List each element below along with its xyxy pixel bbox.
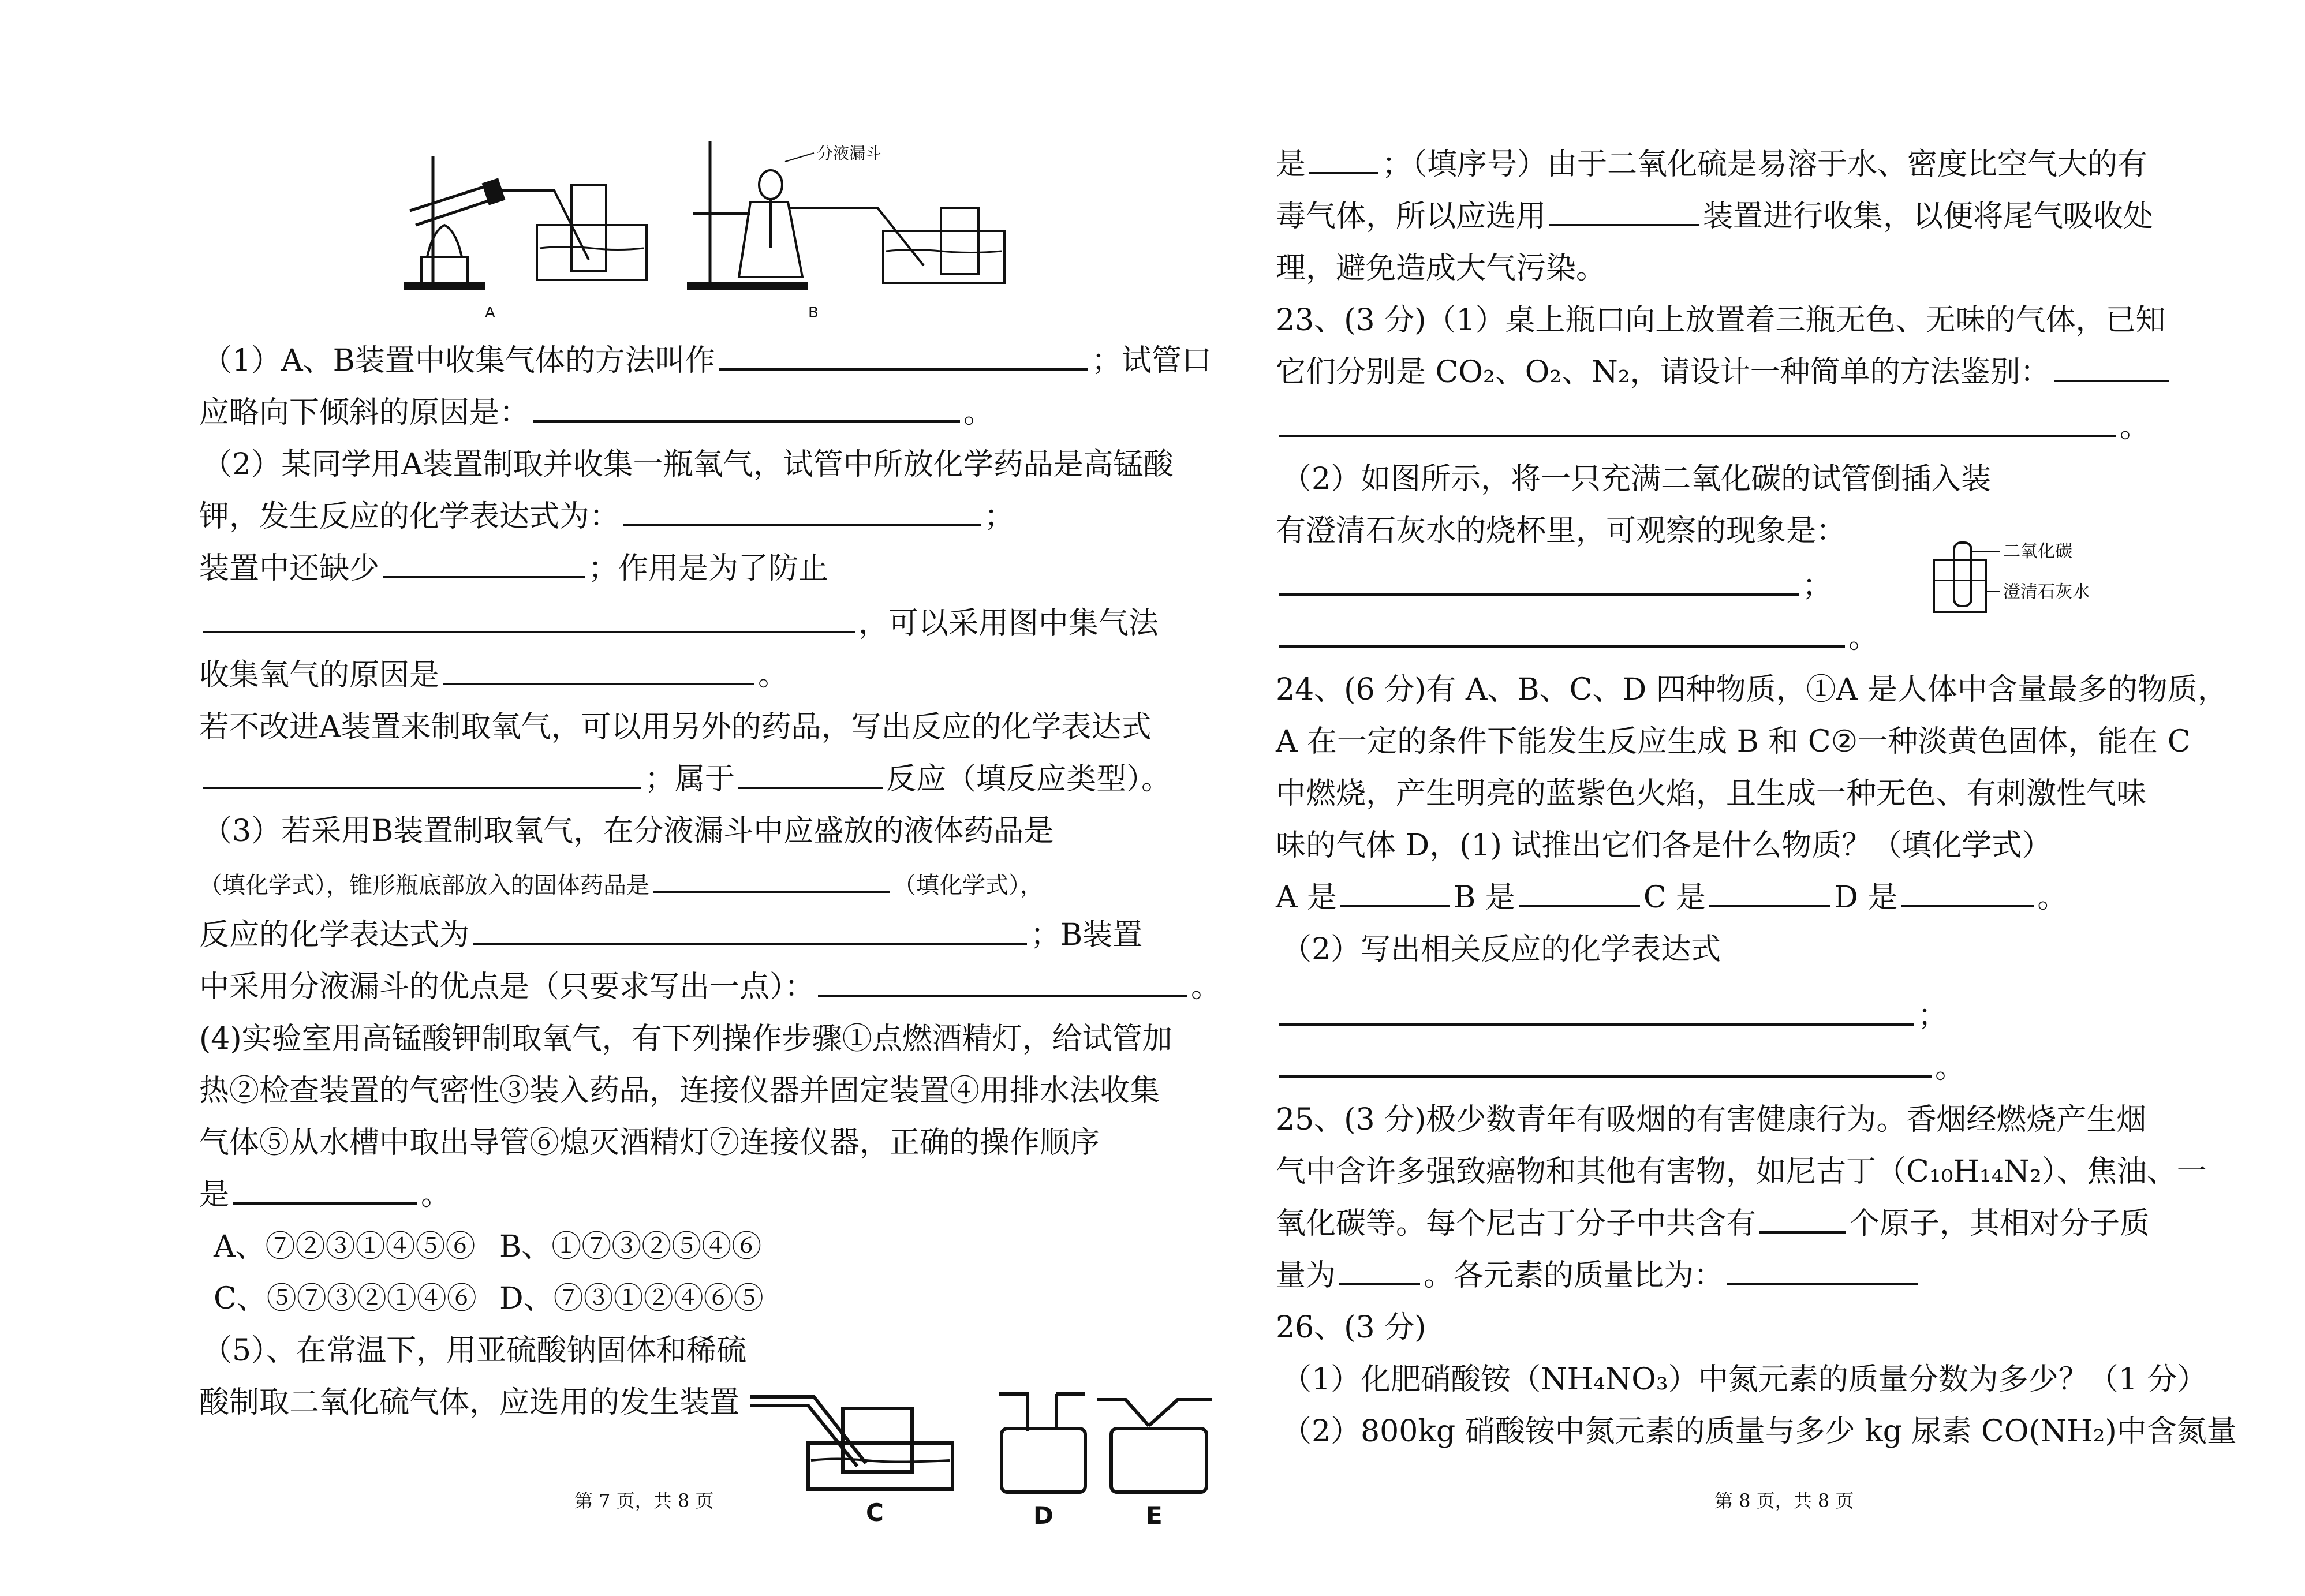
q2-line6: 若不改进A装置来制取氧气，可以用另外的药品，写出反应的化学表达式 [199,710,1152,745]
q4-line2: 热②检查装置的气密性③装入药品，连接仪器并固定装置④用排水法收集 [199,1074,1160,1108]
q3-line3: 反应的化学表达式为 ；B装置 [199,915,1142,955]
q24-blank-b[interactable] [1519,879,1640,907]
q26-line3: （2）800kg 硝酸铵中氮元素的质量与多少 kg 尿素 CO(NH₂)中含氮量 [1282,1414,2237,1449]
q25-line2: 气中含许多强致癌物和其他有害物，如尼古丁（C₁₀H₁₄N₂）、焦油、一 [1276,1154,2207,1189]
q24-blank-d[interactable] [1901,879,2034,907]
q24-line2: A 在一定的条件下能发生反应生成 B 和 C②一种淡黄色固体，能在 C [1276,724,2191,759]
funnel-label: 分液漏斗 [817,144,882,163]
label-b: B [808,304,819,322]
q2-blank-missing[interactable] [383,550,585,578]
q24-blank-c[interactable] [1709,879,1830,907]
limewater-label: 澄清石灰水 [2003,582,2090,602]
q5-cont-line3: 理，避免造成大气污染。 [1276,251,1607,286]
q3-line2: （填化学式），锥形瓶底部放入的固体药品是 （填化学式）， [199,863,1043,906]
q3-line1: （3）若采用B装置制取氧气，在分液漏斗中应盛放的液体药品是 [202,814,1054,849]
q25-line1: 25、(3 分)极少数青年有吸烟的有害健康行为。香烟经燃烧产生烟 [1276,1102,2147,1137]
q5-cont-line2: 毒气体，所以应选用 装置进行收集，以便将尾气吸收处 [1276,196,2153,237]
q3-blank-solid[interactable] [653,864,890,893]
q24-blank-equation-b[interactable] [1279,1049,1932,1078]
q4-blank-order[interactable] [233,1176,417,1205]
q2-blank-collect-reason[interactable] [443,656,754,685]
q25-line3: 氧化碳等。每个尼古丁分子中共含有 个原子，其相对分子质 [1276,1203,2150,1244]
label-c: C [866,1498,884,1527]
q23-line7: 。 [1276,618,1878,658]
apparatus-b-figure [670,133,1051,329]
q4-option-c[interactable]: C、⑤⑦③②①④⑥ [214,1281,477,1316]
q1-line1: （1）A、B装置中收集气体的方法叫作 ；试管口 [202,341,1212,381]
right-page-footer: 第 8 页，共 8 页 [1714,1490,1854,1512]
q3-blank-advantage[interactable] [818,968,1187,997]
q24-line6: （2）写出相关反应的化学表达式 [1282,932,1721,967]
q2-blank-prevent[interactable] [203,604,855,633]
q3-blank-equation[interactable] [473,916,1027,945]
apparatus-d-figure [981,1385,1108,1530]
q23-line6: ； [1276,566,1832,606]
q23-blank-method-b[interactable] [1279,408,2116,437]
q5-cont-line1: 是 ；（填序号）由于二氧化硫是易溶于水、密度比空气大的有 [1276,144,2147,185]
q5-line1: （5）、在常温下，用亚硫酸钠固体和稀硫 [202,1333,747,1368]
q5-blank-generator[interactable] [1309,145,1378,174]
co2-beaker-figure [1928,537,2170,618]
q24-blank-equation-a[interactable] [1279,997,1914,1026]
q26-line1: 26、(3 分) [1276,1310,1426,1345]
q1-blank-method[interactable] [719,342,1088,371]
q24-line5: A 是 B 是 C 是 D 是 。 [1276,877,2067,918]
q23-blank-observation-b[interactable] [1279,619,1845,648]
q5-blank-collector[interactable] [1549,197,1699,226]
q23-line1: 23、(3 分)（1）桌上瓶口向上放置着三瓶无色、无味的气体，已知 [1276,303,2166,338]
q1-line2: 应略向下倾斜的原因是： 。 [199,393,993,433]
q23-blank-observation-a[interactable] [1279,567,1799,596]
q4-line1: (4)实验室用高锰酸钾制取氧气，有下列操作步骤①点燃酒精灯，给试管加 [199,1022,1172,1056]
label-d: D [1033,1501,1053,1530]
q24-line3: 中燃烧，产生明亮的蓝紫色火焰，且生成一种无色、有刺激性气味 [1276,776,2147,811]
q2-line7: ；属于 反应（填反应类型）。 [199,759,1171,799]
left-page-footer: 第 7 页，共 8 页 [574,1490,714,1512]
q24-line4: 味的气体 D，(1) 试推出它们各是什么物质？（填化学式） [1276,828,2052,863]
q2-line3: 装置中还缺少 ；作用是为了防止 [199,548,828,589]
q4-line3: 气体⑤从水槽中取出导管⑥熄灭酒精灯⑦连接仪器，正确的操作顺序 [199,1126,1100,1160]
q24-line7: ； [1276,996,1948,1036]
q23-line3: 。 [1276,407,2150,447]
label-a: A [485,304,495,322]
q2-line1: （2）某同学用A装置制取并收集一瓶氧气，试管中所放化学药品是高锰酸 [202,447,1174,482]
q4-option-b[interactable]: B、①⑦③②⑤④⑥ [499,1229,762,1264]
q5-line2: 酸制取二氧化硫气体，应选用的发生装置 [199,1385,740,1420]
q24-blank-a[interactable] [1340,879,1450,907]
q24-line8: 。 [1276,1048,1965,1088]
q2-line5: 收集氧气的原因是 。 [199,655,788,696]
q2-line2: 钾，发生反应的化学表达式为： ； [199,496,1014,537]
q23-line5: 有澄清石灰水的烧杯里，可观察的现象是： [1276,514,1847,548]
q25-blank-atoms[interactable] [1759,1205,1846,1234]
q2-line4: ，可以采用图中集气法 [199,603,1159,644]
q3-line4: 中采用分液漏斗的优点是（只要求写出一点）： 。 [199,967,1221,1007]
q24-line1: 24、(6 分)有 A、B、C、D 四种物质，①A 是人体中含量最多的物质， [1276,672,2228,707]
q25-blank-mass[interactable] [1339,1257,1420,1285]
q23-blank-method-a[interactable] [2054,353,2169,382]
q26-line2: （1）化肥硝酸铵（NH₄NO₃）中氮元素的质量分数为多少？（1 分） [1282,1362,2207,1397]
label-e: E [1146,1501,1163,1530]
co2-label: 二氧化碳 [2003,541,2072,562]
q4-line4: 是 。 [199,1175,451,1215]
q4-option-a[interactable]: A、⑦②③①④⑤⑥ [214,1229,476,1264]
q23-line2: 它们分别是 CO₂、O₂、N₂，请设计一种简单的方法鉴别： [1276,352,2173,393]
q2-blank-reaction-type[interactable] [738,760,883,789]
q25-blank-ratio[interactable] [1727,1257,1918,1285]
q1-blank-reason[interactable] [533,394,960,423]
q2-blank-alt-equation[interactable] [203,760,641,789]
apparatus-e-figure [1091,1385,1224,1530]
q2-blank-equation[interactable] [623,498,981,526]
q23-line4: （2）如图所示，将一只充满二氧化碳的试管倒插入装 [1282,462,1992,496]
q4-option-d[interactable]: D、⑦③①②④⑥⑤ [499,1281,764,1316]
q25-line4: 量为 。各元素的质量比为： [1276,1255,1921,1296]
apparatus-c-figure [745,1380,964,1530]
